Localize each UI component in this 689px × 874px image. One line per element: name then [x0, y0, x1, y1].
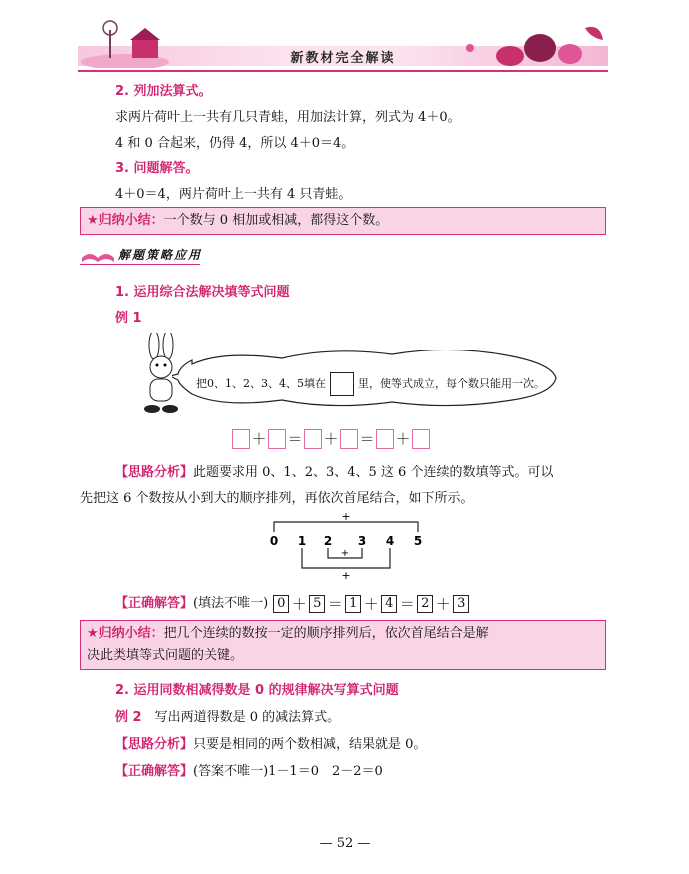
analysis-line: 【思路分析】只要是相同的两个数相减，结果就是 0。 — [115, 737, 427, 752]
summary-box — [80, 620, 606, 670]
section-title: 3. 问题解答。 — [115, 161, 199, 176]
blank-box[interactable] — [304, 429, 322, 449]
header-rule — [78, 70, 608, 72]
blank-box[interactable] — [340, 429, 358, 449]
book-icon — [80, 244, 116, 264]
blank-box — [330, 372, 354, 396]
summary-label: ★归纳小结： — [87, 626, 164, 641]
header-right-decoration-icon — [450, 18, 608, 68]
analysis-line: 先把这 6 个数按从小到大的顺序排列，再依次首尾结合，如下所示。 — [80, 491, 474, 506]
summary-text: 把几个连续的数按一定的顺序排列后，依次首尾结合是解 — [163, 626, 489, 641]
blank-box[interactable] — [376, 429, 394, 449]
blank-box[interactable] — [412, 429, 430, 449]
strategy-title: 解题策略应用 — [118, 248, 203, 262]
answer-box: 0 — [273, 595, 289, 613]
diagram-number: 2 — [323, 534, 333, 548]
example-line: 例 2 写出两道得数是 0 的减法算式。 — [115, 710, 341, 725]
strategy-underline — [80, 264, 200, 265]
section-title: 2. 列加法算式。 — [115, 84, 212, 99]
answer-box: 4 — [381, 595, 397, 613]
diagram-plus: + — [340, 548, 350, 559]
blank-box[interactable] — [232, 429, 250, 449]
diagram-plus: + — [341, 569, 351, 582]
answer-box: 1 — [345, 595, 361, 613]
pairing-diagram — [262, 512, 432, 582]
page-number: — 52 — — [319, 836, 371, 851]
header-title: 新教材完全解读 — [290, 51, 396, 66]
blank-box[interactable] — [268, 429, 286, 449]
summary-box — [80, 207, 606, 235]
diagram-number: 0 — [269, 534, 279, 548]
example-label: 例 1 — [115, 311, 142, 326]
blank-equation: ＋ ＝ ＋ ＝ ＋ — [232, 428, 430, 449]
answer-box: 3 — [453, 595, 469, 613]
diagram-number: 4 — [385, 534, 395, 548]
answer-line: 【正确解答】(答案不唯一)1－1＝0 2－2＝0 — [115, 764, 383, 779]
header-left-decoration-icon — [80, 10, 170, 68]
answer-line: 【正确解答】(填法不唯一) 0 ＋ 5 ＝ 1 ＋ 4 ＝ 2 ＋ 3 — [115, 592, 470, 614]
strategy-item-title: 1. 运用综合法解决填等式问题 — [115, 285, 290, 300]
body-text: 4 和 0 合起来，仍得 4，所以 4＋0＝4。 — [115, 136, 355, 151]
summary-text: 一个数与 0 相加或相减，都得这个数。 — [163, 213, 389, 228]
answer-box: 2 — [417, 595, 433, 613]
diagram-number: 5 — [413, 534, 423, 548]
body-text: 求两片荷叶上一共有几只青蛙，用加法计算，列式为 4＋0。 — [115, 110, 461, 125]
diagram-plus: + — [341, 512, 351, 523]
answer-box: 5 — [309, 595, 325, 613]
strategy-item-title: 2. 运用同数相减得数是 0 的规律解决写算式问题 — [115, 683, 399, 698]
diagram-number: 3 — [357, 534, 367, 548]
diagram-number: 1 — [297, 534, 307, 548]
analysis-line: 【思路分析】此题要求用 0、1、2、3、4、5 这 6 个连续的数填等式。可以 — [115, 465, 554, 480]
summary-text: 决此类填等式问题的关键。 — [87, 648, 244, 663]
summary-label: ★归纳小结： — [87, 213, 164, 228]
bubble-text: 把0、1、2、3、4、5填在 里，使等式成立，每个数只能用一次。 — [196, 372, 545, 396]
body-text: 4＋0＝4，两片荷叶上一共有 4 只青蛙。 — [115, 187, 352, 202]
